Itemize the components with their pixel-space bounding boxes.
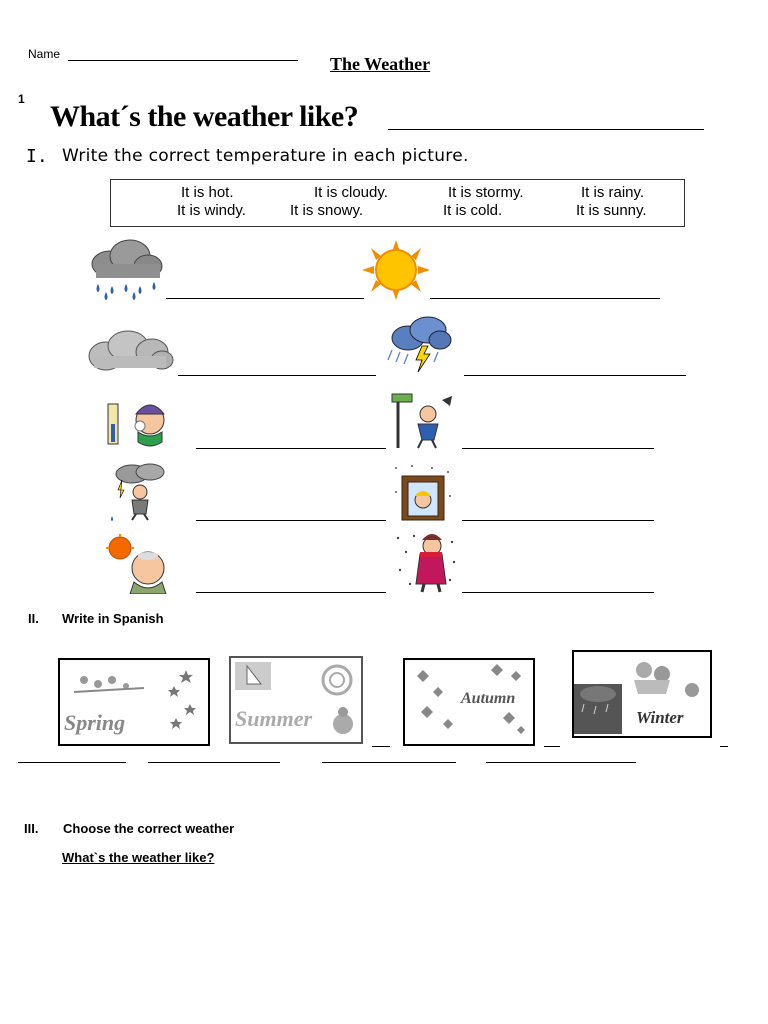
name-answer-line[interactable] bbox=[68, 60, 298, 61]
season-label: Winter bbox=[636, 708, 684, 727]
answer-line[interactable] bbox=[196, 520, 386, 521]
rainy-person-icon bbox=[104, 462, 170, 522]
answer-line[interactable] bbox=[196, 448, 386, 449]
storm-cloud-icon bbox=[386, 316, 452, 374]
answer-line[interactable] bbox=[462, 520, 654, 521]
answer-line[interactable] bbox=[720, 746, 728, 747]
word-bank-item: It is hot. bbox=[181, 184, 234, 201]
word-bank-item: It is sunny. bbox=[576, 202, 647, 219]
word-bank-item: It is rainy. bbox=[581, 184, 645, 201]
answer-line[interactable] bbox=[462, 592, 654, 593]
answer-line[interactable] bbox=[486, 762, 636, 763]
answer-line[interactable] bbox=[430, 298, 660, 299]
windy-person-icon bbox=[388, 390, 458, 450]
worksheet-title: The Weather bbox=[330, 54, 431, 74]
section-1-instruction: Write the correct temperature in each picture. bbox=[62, 146, 469, 166]
winter-card bbox=[572, 650, 712, 738]
answer-line[interactable] bbox=[178, 375, 376, 376]
season-label: Autumn bbox=[461, 690, 516, 707]
word-bank-item: It is windy. bbox=[177, 202, 246, 219]
answer-line[interactable] bbox=[462, 448, 654, 449]
hot-person-icon bbox=[104, 534, 172, 594]
section-3-question: What`s the weather like? bbox=[62, 850, 215, 865]
rain-cloud-icon bbox=[86, 236, 166, 302]
section-2-instruction: Write in Spanish bbox=[62, 611, 164, 626]
answer-line[interactable] bbox=[464, 375, 686, 376]
answer-line[interactable] bbox=[166, 298, 364, 299]
snowy-window-icon bbox=[392, 462, 454, 522]
section-3-numeral: III. bbox=[24, 821, 39, 836]
section-3-instruction: Choose the correct weather bbox=[63, 821, 235, 836]
cold-person-icon bbox=[104, 398, 172, 452]
word-bank-item: It is stormy. bbox=[448, 184, 524, 201]
main-heading: What´s the weather like? bbox=[50, 100, 359, 133]
section-2-numeral: II. bbox=[28, 611, 39, 626]
answer-line[interactable] bbox=[18, 762, 126, 763]
word-bank-item: It is snowy. bbox=[290, 202, 364, 219]
answer-line[interactable] bbox=[372, 746, 390, 747]
page-number: 1 bbox=[18, 92, 25, 106]
spring-card bbox=[58, 658, 210, 746]
cloud-icon bbox=[86, 328, 176, 374]
section-1-numeral: I. bbox=[26, 146, 48, 167]
season-label: Summer bbox=[235, 706, 313, 731]
summer-card bbox=[229, 656, 363, 744]
answer-line[interactable] bbox=[544, 746, 560, 747]
word-bank-item: It is cloudy. bbox=[314, 184, 388, 201]
answer-line[interactable] bbox=[322, 762, 456, 763]
snowy-person-icon bbox=[392, 530, 460, 594]
name-label: Name bbox=[28, 47, 61, 61]
word-bank bbox=[110, 179, 685, 227]
answer-line[interactable] bbox=[148, 762, 280, 763]
sun-icon bbox=[362, 240, 430, 300]
heading-answer-line[interactable] bbox=[388, 129, 704, 130]
word-bank-item: It is cold. bbox=[443, 202, 503, 219]
answer-line[interactable] bbox=[196, 592, 386, 593]
season-label: Spring bbox=[64, 710, 126, 735]
autumn-card bbox=[403, 658, 535, 746]
